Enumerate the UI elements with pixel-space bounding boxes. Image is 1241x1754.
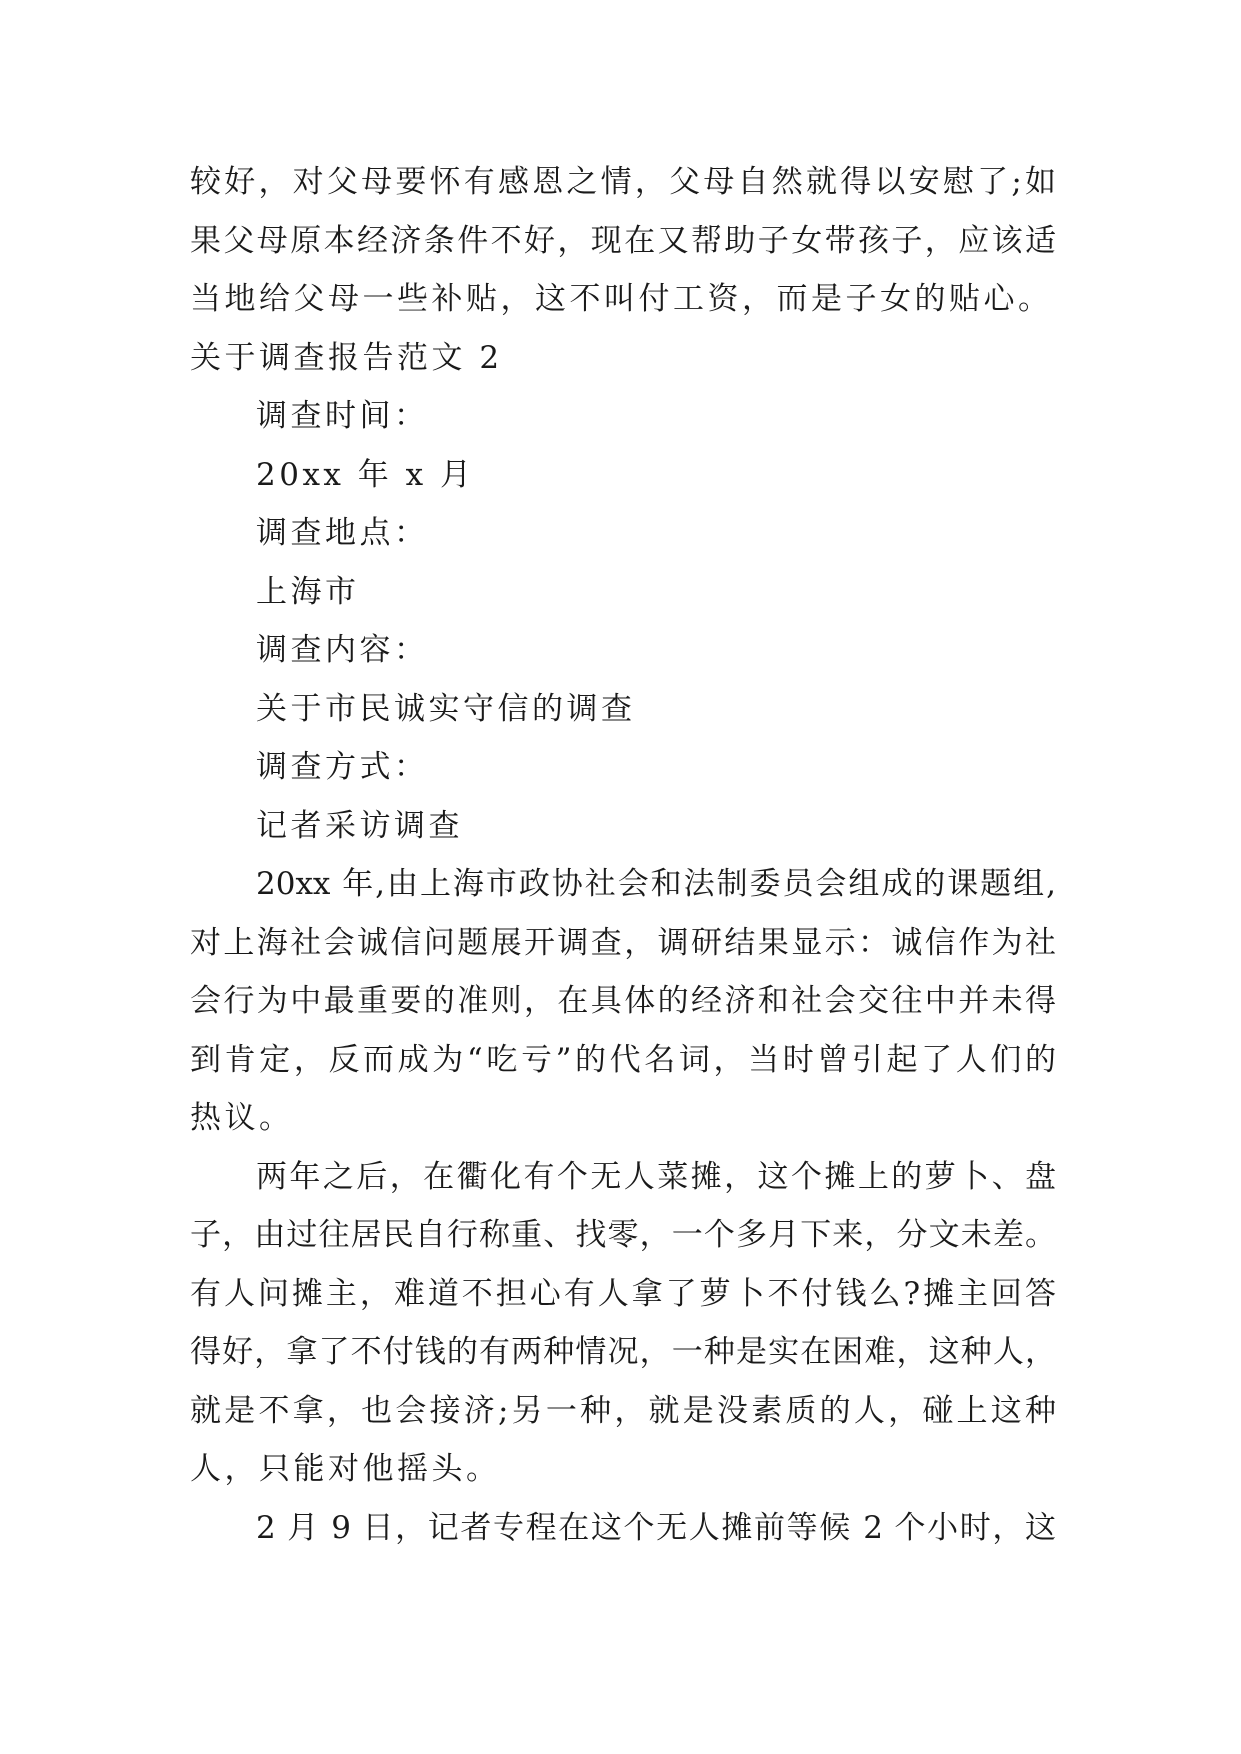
text-line: 关于市民诚实守信的调查 [256, 690, 636, 727]
text-line: 热议。 [190, 1100, 294, 1136]
text-line: 子，由过往居民自行称重、找零，一个多月下来，分文未差。 [190, 1217, 1056, 1253]
document-body [190, 153, 1056, 1557]
text-line: 得好，拿了不付钱的有两种情况，一种是实在困难，这种人， [190, 1334, 1056, 1370]
text-line: 调查地点： [256, 515, 429, 551]
text-line: 两年之后，在衢化有个无人菜摊，这个摊上的萝卜、盘 [256, 1158, 1056, 1195]
text-line: 调查时间： [256, 398, 429, 434]
text-line: 20xx 年 x 月 [256, 456, 475, 493]
text-line: 关于调查报告范文 2 [190, 339, 503, 376]
text-line: 会行为中最重要的准则，在具体的经济和社会交往中并未得 [190, 983, 1056, 1019]
document-page [190, 153, 1056, 1557]
text-line: 当地给父母一些补贴，这不叫付工资，而是子女的贴心。 [190, 281, 1053, 317]
text-line: 上海市 [256, 573, 360, 610]
text-line: 记者采访调查 [256, 807, 463, 844]
text-line: 对上海社会诚信问题展开调查，调研结果显示：诚信作为社 [190, 924, 1056, 961]
text-line: 调查方式： [256, 749, 429, 785]
text-line: 就是不拿，也会接济;另一种，就是没素质的人，碰上这种 [190, 1392, 1056, 1429]
text-line: 较好，对父母要怀有感恩之情，父母自然就得以安慰了;如 [190, 164, 1056, 200]
text-line: 人，只能对他摇头。 [190, 1451, 501, 1487]
text-line: 有人问摊主，难道不担心有人拿了萝卜不付钱么?摊主回答 [190, 1275, 1056, 1312]
text-line: 到肯定，反而成为“吃亏”的代名词，当时曾引起了人们的 [190, 1041, 1056, 1078]
text-line: 20xx 年,由上海市政协社会和法制委员会组成的课题组, [256, 866, 1056, 902]
text-line: 2 月 9 日，记者专程在这个无人摊前等候 2 个小时，这 [256, 1509, 1056, 1546]
text-line: 调查内容： [256, 632, 429, 668]
text-line: 果父母原本经济条件不好，现在又帮助子女带孩子，应该适 [190, 222, 1056, 259]
